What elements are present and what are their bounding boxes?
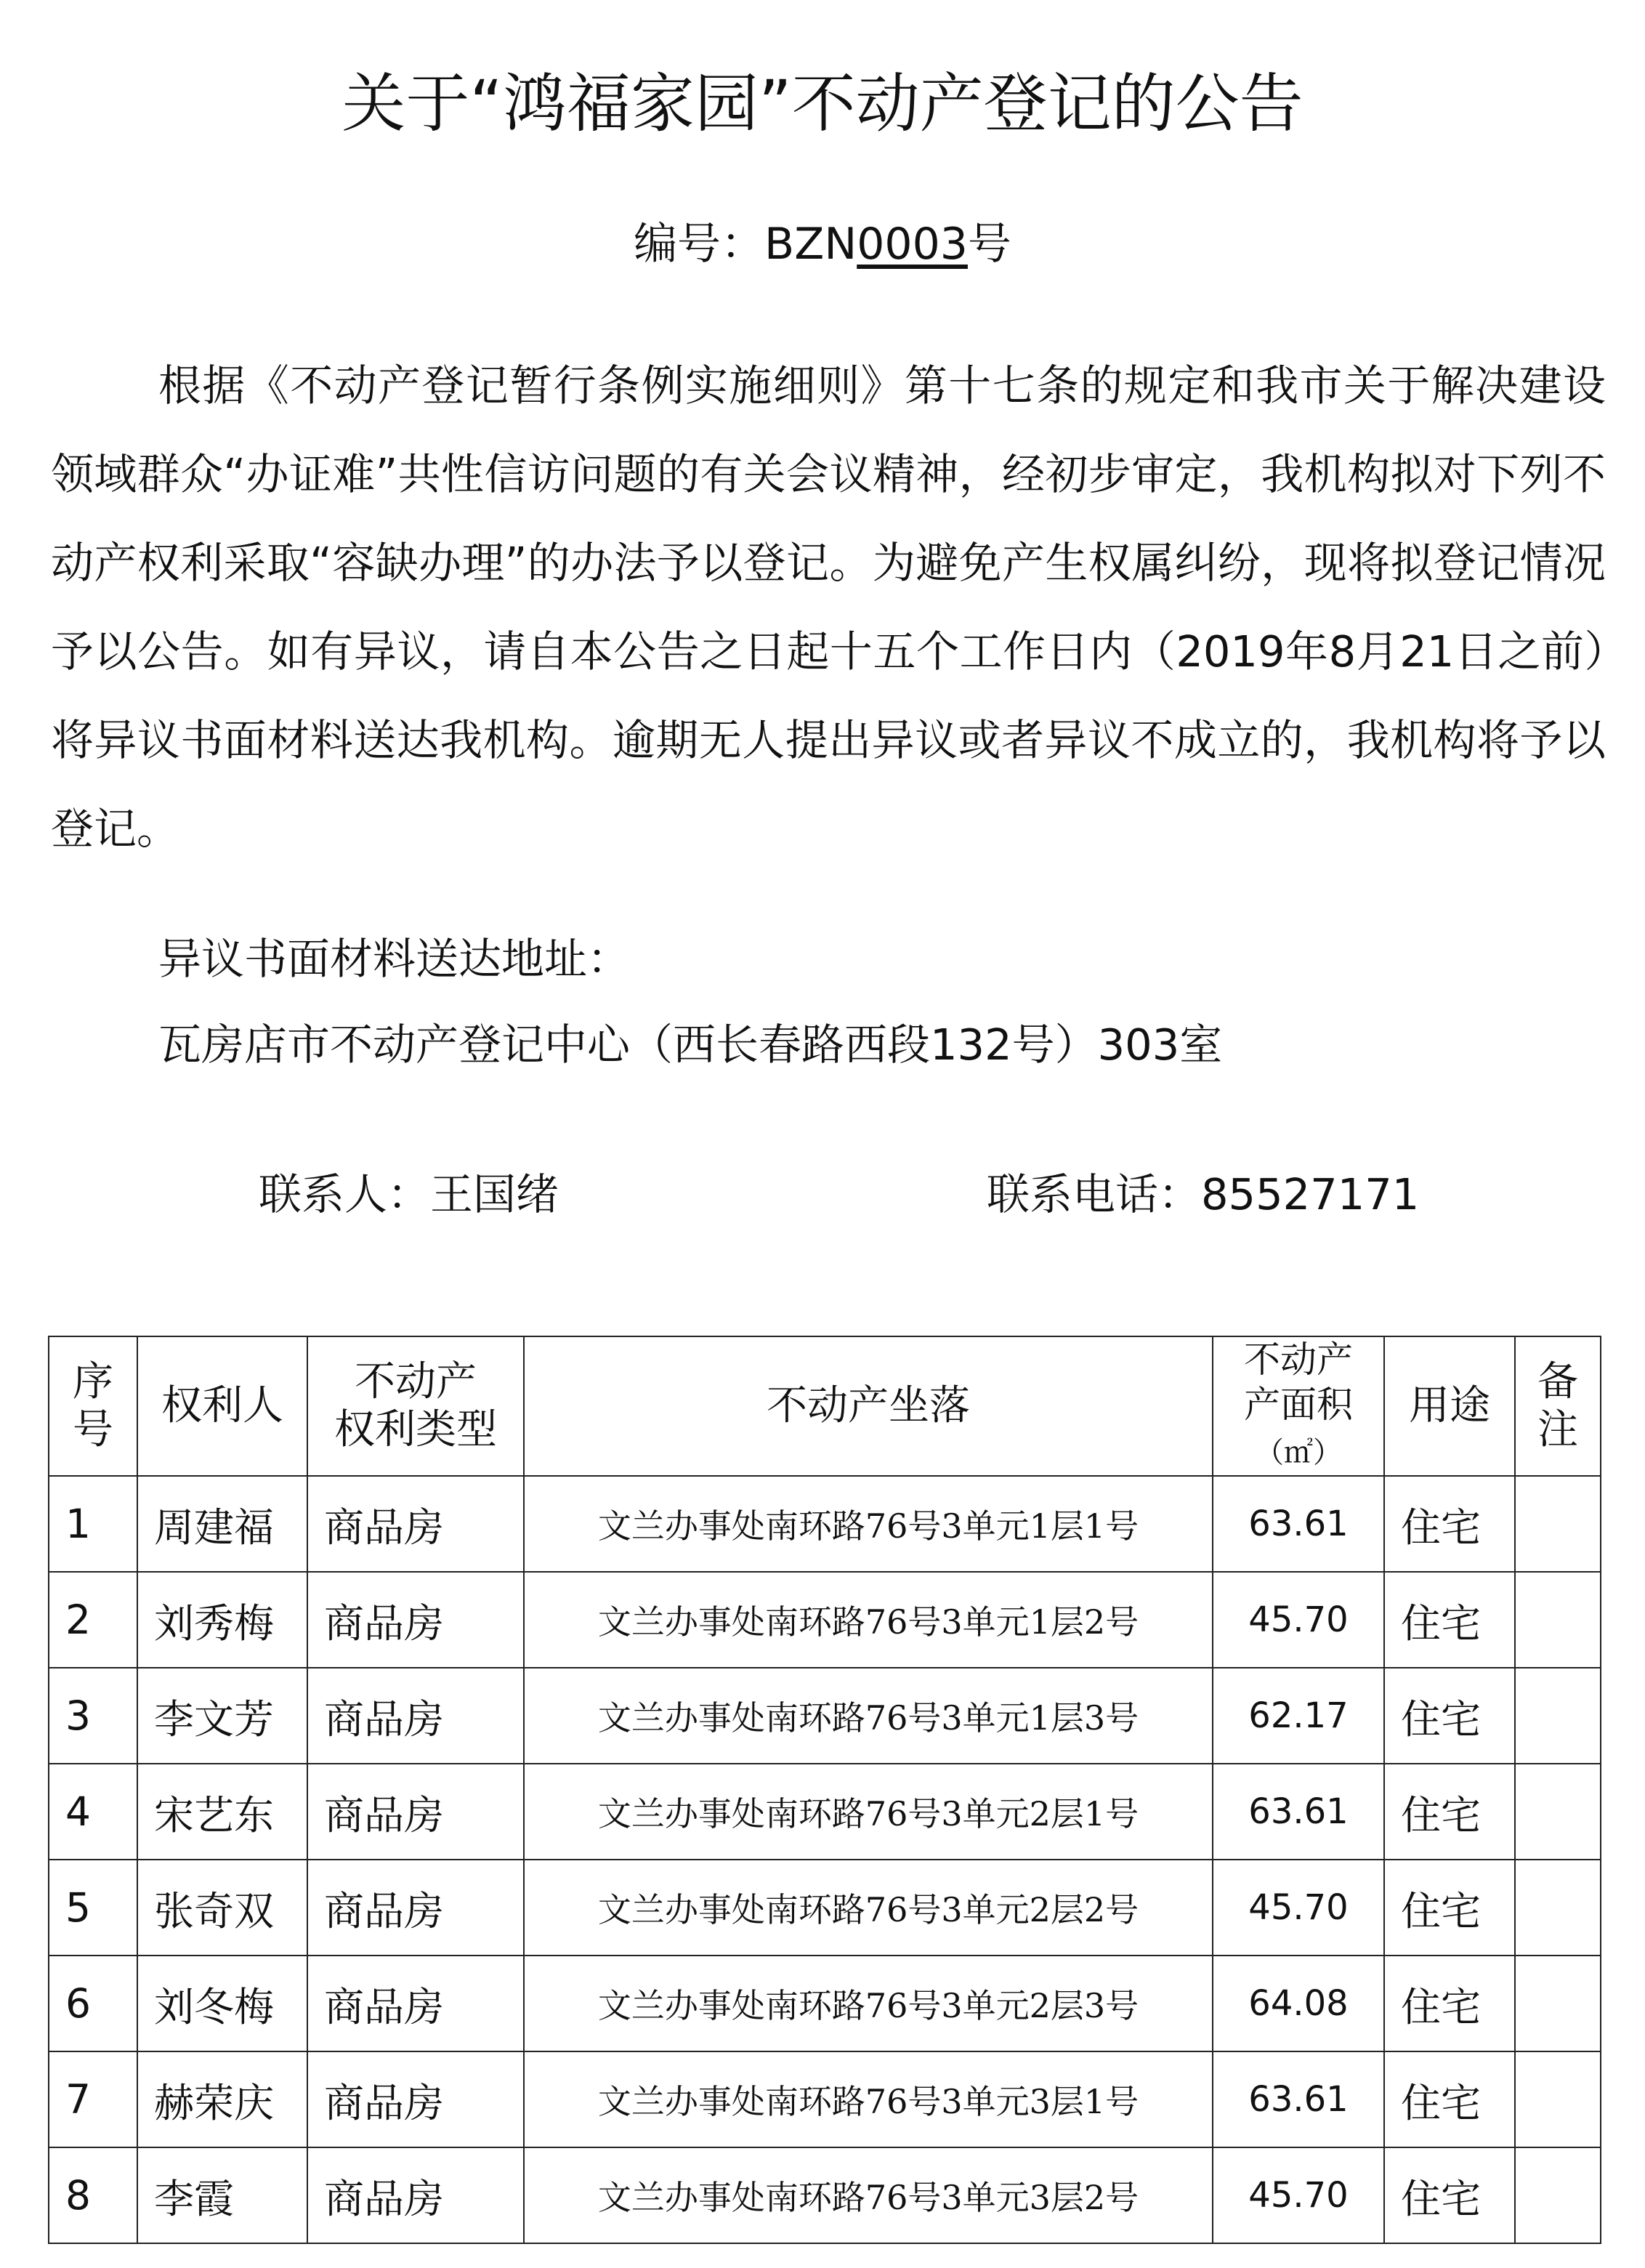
cell-remark [1515, 1956, 1601, 2051]
cell-right-type: 商品房 [307, 2051, 524, 2147]
cell-area: 63.61 [1213, 2051, 1384, 2147]
cell-no: 4 [49, 1764, 137, 1860]
notice-body [51, 342, 1606, 873]
contact-person: 联系人：王国绪 [259, 1169, 559, 1219]
cell-right-type: 商品房 [307, 1860, 524, 1956]
cell-use: 住宅 [1384, 2051, 1515, 2147]
header-remark: 备 注 [1515, 1336, 1601, 1476]
document-number-value: 0003 [857, 219, 968, 270]
cell-holder: 宋艺东 [137, 1764, 307, 1860]
cell-use: 住宅 [1384, 1572, 1515, 1668]
header-holder: 权利人 [137, 1336, 307, 1476]
cell-location: 文兰办事处南环路76号3单元1层2号 [524, 1572, 1213, 1668]
cell-area: 45.70 [1213, 1572, 1384, 1668]
cell-no: 5 [49, 1860, 137, 1956]
table-row [49, 1668, 1601, 1764]
cell-holder: 李文芳 [137, 1668, 307, 1764]
document-number-prefix: 编号：BZN [634, 219, 857, 270]
notice-title: 关于“鸿福家园”不动产登记的公告 [341, 66, 1304, 141]
cell-no: 1 [49, 1476, 137, 1572]
cell-holder: 刘秀梅 [137, 1572, 307, 1668]
cell-location: 文兰办事处南环路76号3单元3层2号 [524, 2147, 1213, 2243]
cell-area: 63.61 [1213, 1764, 1384, 1860]
cell-right-type: 商品房 [307, 2147, 524, 2243]
cell-right-type: 商品房 [307, 1956, 524, 2051]
table-row [49, 2147, 1601, 2243]
cell-holder: 刘冬梅 [137, 1956, 307, 2051]
cell-location: 文兰办事处南环路76号3单元2层1号 [524, 1764, 1213, 1860]
header-area: 不动产 产面积（㎡） [1213, 1336, 1384, 1476]
cell-right-type: 商品房 [307, 1764, 524, 1860]
cell-holder: 赫荣庆 [137, 2051, 307, 2147]
contact-phone: 联系电话：85527171 [987, 1169, 1420, 1219]
cell-use: 住宅 [1384, 2147, 1515, 2243]
cell-area: 64.08 [1213, 1956, 1384, 2051]
cell-location: 文兰办事处南环路76号3单元1层3号 [524, 1668, 1213, 1764]
header-location: 不动产坐落 [524, 1336, 1213, 1476]
cell-location: 文兰办事处南环路76号3单元2层2号 [524, 1860, 1213, 1956]
cell-no: 8 [49, 2147, 137, 2243]
cell-location: 文兰办事处南环路76号3单元3层1号 [524, 2051, 1213, 2147]
table-row [49, 1860, 1601, 1956]
cell-holder: 李霞 [137, 2147, 307, 2243]
header-use: 用途 [1384, 1336, 1515, 1476]
document-number [0, 215, 1645, 273]
cell-right-type: 商品房 [307, 1476, 524, 1572]
cell-use: 住宅 [1384, 1476, 1515, 1572]
cell-remark [1515, 1476, 1601, 1572]
cell-remark [1515, 1668, 1601, 1764]
cell-area: 63.61 [1213, 1476, 1384, 1572]
cell-use: 住宅 [1384, 1956, 1515, 2051]
cell-area: 45.70 [1213, 1860, 1384, 1956]
cell-area: 45.70 [1213, 2147, 1384, 2243]
cell-no: 7 [49, 2051, 137, 2147]
cell-use: 住宅 [1384, 1764, 1515, 1860]
document-number-suffix: 号 [967, 219, 1011, 270]
table-row [49, 1572, 1601, 1668]
cell-right-type: 商品房 [307, 1572, 524, 1668]
cell-holder: 周建福 [137, 1476, 307, 1572]
address-label: 异议书面材料送达地址： [158, 934, 631, 984]
table-row [49, 1764, 1601, 1860]
cell-remark [1515, 2051, 1601, 2147]
cell-area: 62.17 [1213, 1668, 1384, 1764]
cell-right-type: 商品房 [307, 1668, 524, 1764]
registration-table [48, 1336, 1601, 2244]
cell-remark [1515, 1764, 1601, 1860]
header-right-type: 不动产 权利类型 [307, 1336, 524, 1476]
table-header-row [49, 1336, 1601, 1476]
cell-no: 6 [49, 1956, 137, 2051]
cell-use: 住宅 [1384, 1668, 1515, 1764]
table-row [49, 1476, 1601, 1572]
notice-paragraph: 根据《不动产登记暂行条例实施细则》第十七条的规定和我市关于解决建设领域群众“办证难”共性信访问题的有关会议精神，经初步审定，我机构拟对下列不动产权利采取“容缺办理”的办法予以登记。为避免产生权属纠纷，现将拟登记情况予以公告。如有异议，请自本公告之日起十五个工作日内（2019年8月21日之前）将异议书面材料送达我机构。逾期无人提出异议或者异议不成立的，我机构将予以登记。 [51, 360, 1606, 854]
cell-use: 住宅 [1384, 1860, 1515, 1956]
cell-holder: 张奇双 [137, 1860, 307, 1956]
cell-no: 3 [49, 1668, 137, 1764]
cell-remark [1515, 1572, 1601, 1668]
header-no: 序 号 [49, 1336, 137, 1476]
table-row [49, 1956, 1601, 2051]
cell-location: 文兰办事处南环路76号3单元2层3号 [524, 1956, 1213, 2051]
cell-remark [1515, 2147, 1601, 2243]
address-text: 瓦房店市不动产登记中心（西长春路西段132号）303室 [158, 1020, 1223, 1070]
cell-remark [1515, 1860, 1601, 1956]
cell-no: 2 [49, 1572, 137, 1668]
table-row [49, 2051, 1601, 2147]
cell-location: 文兰办事处南环路76号3单元1层1号 [524, 1476, 1213, 1572]
